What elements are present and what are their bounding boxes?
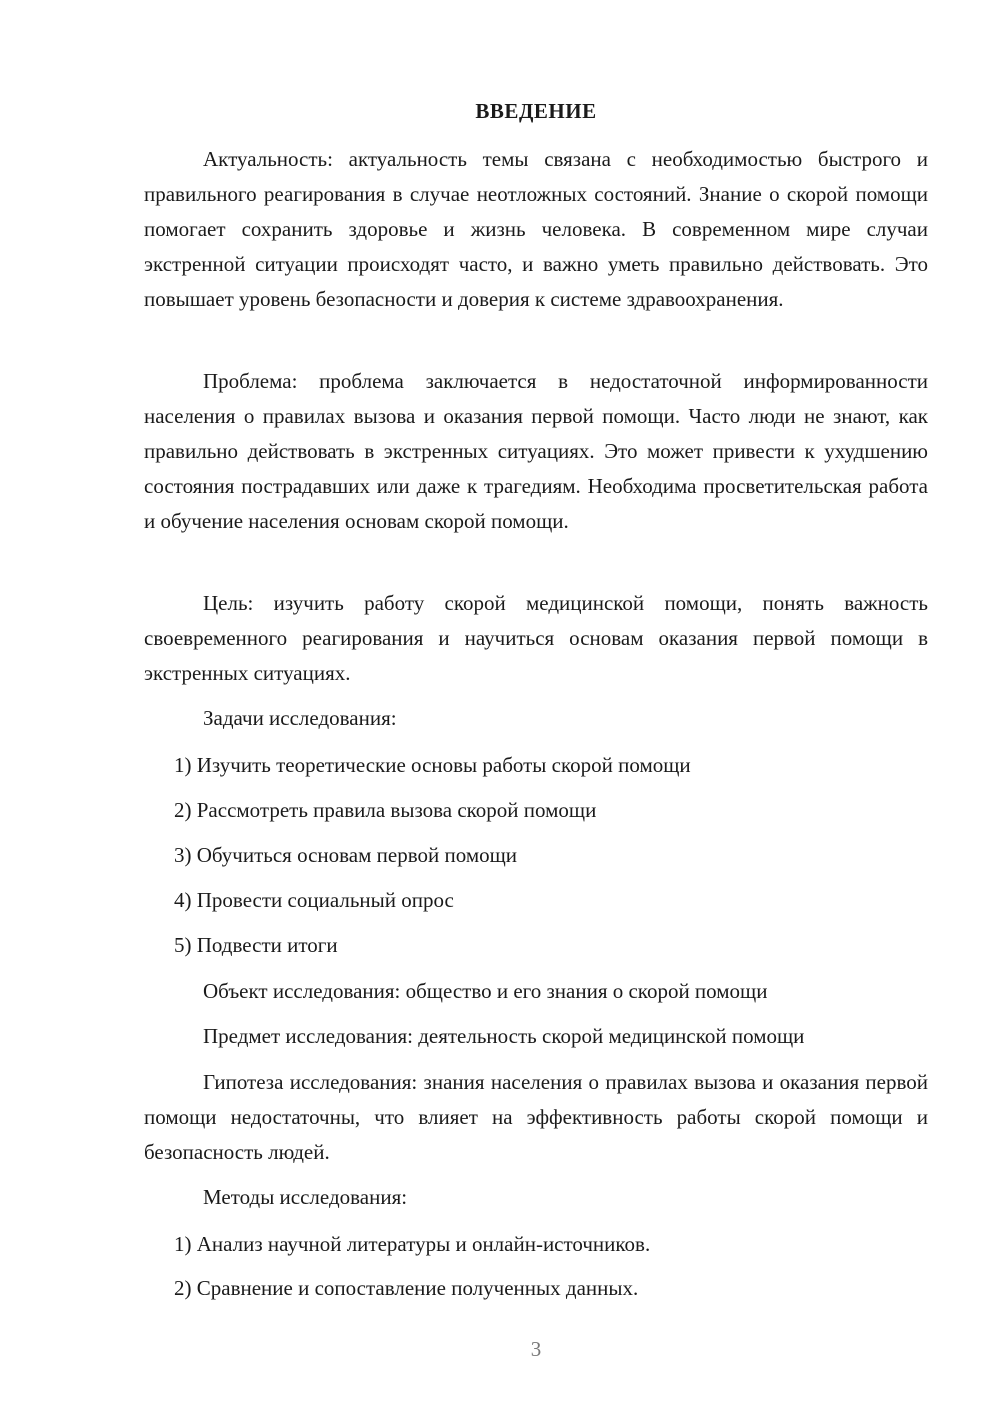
list-item: 4) Провести социальный опрос (174, 888, 454, 912)
methods-heading: Методы исследования: (203, 1185, 408, 1209)
list-item: 3) Обучиться основам первой помощи (174, 843, 518, 867)
goal-paragraph: Цель: изучить работу скорой медицинской помощи, понять важность своевременного реагирования и научиться основам оказания первой помощи в экстренных ситуациях. (144, 591, 928, 685)
hypothesis-paragraph: Гипотеза исследования: знания населения о правилах вызова и оказания первой помощи недостаточны, что влияет на эффективность работы скорой помощи и безопасность людей. (144, 1070, 928, 1164)
object-line: Объект исследования: общество и его знания о скорой помощи (203, 979, 768, 1003)
list-item: 2) Сравнение и сопоставление полученных данных. (174, 1276, 639, 1300)
relevance-paragraph: Актуальность: актуальность темы связана с необходимостью быстрого и правильного реагирования в случае неотложных состояний. Знание о скорой помощи помогает сохранить здоровье и жизнь человека. В современном мире случаи экстренной ситуации происходят часто, и важно уметь правильно действовать. Это повышает уровень безопасности и доверия к системе здравоохранения. (144, 147, 928, 311)
list-item: 5) Подвести итоги (174, 933, 338, 957)
subject-line: Предмет исследования: деятельность скорой медицинской помощи (203, 1024, 805, 1048)
problem-paragraph: Проблема: проблема заключается в недостаточной информированности населения о правилах вызова и оказания первой помощи. Часто люди не знают, как правильно действовать в экстренных ситуациях. Это может привести к ухудшению состояния пострадавших или даже к трагедиям. Необходима просветительская работа и обучение населения основам скорой помощи. (144, 369, 928, 533)
list-item: 1) Анализ научной литературы и онлайн-источников. (174, 1232, 651, 1256)
list-item: 1) Изучить теоретические основы работы скорой помощи (174, 753, 691, 777)
list-item: 2) Рассмотреть правила вызова скорой помощи (174, 798, 597, 822)
section-title: ВВЕДЕНИЕ (475, 99, 597, 123)
page-number: 3 (530, 1337, 542, 1361)
tasks-heading: Задачи исследования: (203, 706, 397, 730)
